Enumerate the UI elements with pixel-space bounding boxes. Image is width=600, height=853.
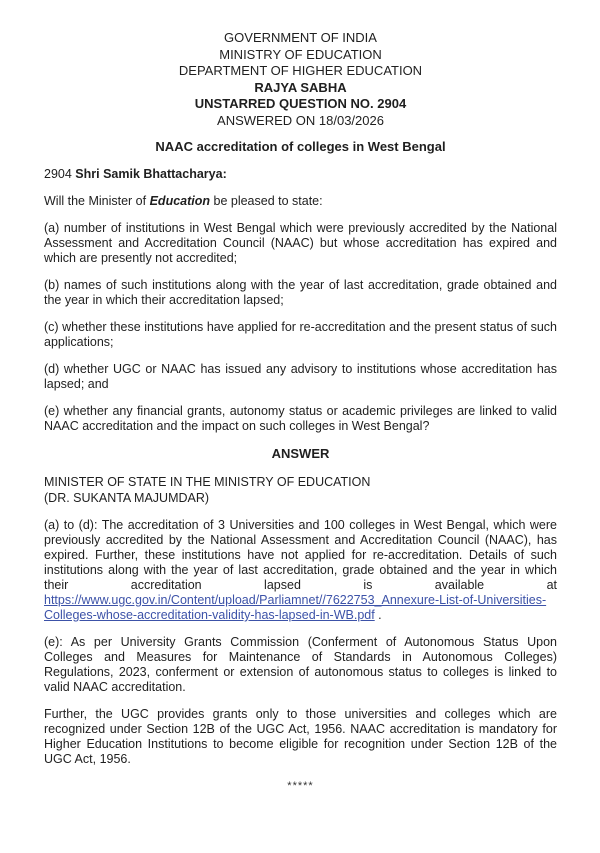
answer-para-further: Further, the UGC provides grants only to those universities and colleges which are recognized under Section 12B of the UGC Act, 1956. NAAC accreditation is mandatory for Higher Education Institutions to become eligible for recognition under Section 12B of the UGC Act, 1956. [44, 707, 557, 766]
end-of-document-marker: ***** [287, 780, 314, 792]
question-part-a: (a) number of institutions in West Bengal which were previously accredited by the National Assessment and Accreditation Council (NAAC) but whose accreditation has expired and which are presently not accredited; [44, 221, 557, 265]
question-intro-line [44, 194, 557, 209]
question-part-e: (e) whether any financial grants, autonomy status or academic privileges are linked to valid NAAC accreditation and the impact on such colleges in West Bengal? [44, 404, 557, 433]
header-line-government: GOVERNMENT OF INDIA [224, 30, 377, 45]
page-title: NAAC accreditation of colleges in West Bengal [155, 139, 446, 154]
header-line-question-number: UNSTARRED QUESTION NO. 2904 [194, 96, 407, 111]
question-intro-pre: Will the Minister of [44, 194, 150, 208]
question-number: 2904 [44, 167, 76, 181]
question-part-c: (c) whether these institutions have applied for re-accreditation and the present status of such applications; [44, 320, 557, 349]
question-part-d: (d) whether UGC or NAAC has issued any advisory to institutions whose accreditation has lapsed; and [44, 362, 557, 391]
header-line-department: DEPARTMENT OF HIGHER EDUCATION [178, 63, 423, 78]
answer-heading: ANSWER [271, 446, 330, 461]
ministry-name: Education [149, 194, 211, 208]
answer-para-a-to-d-text: (a) to (d): The accreditation of 3 Universities and 100 colleges in West Bengal, which were previously accredited by the National Assessment and Accreditation Council (NAAC), has expired. Further, these institutions have not applied for re-accreditation. Details of such institutions along with the year of last accreditation, grade obtained and the year in which their accreditation lapsed is available at [44, 518, 557, 592]
annexure-link[interactable]: https://www.ugc.gov.in/Content/upload/Parliamnet//7622753_Annexure-List-of-Universities-Colleges-whose-accreditation-validity-has-lapsed-in-WB.pdf [44, 593, 547, 622]
member-name: Shri Samik Bhattacharya: [75, 167, 227, 181]
answer-para-a-to-d-period: . [374, 608, 382, 622]
minister-title: MINISTER OF STATE IN THE MINISTRY OF EDUCATION [44, 475, 371, 489]
minister-designation [44, 474, 557, 506]
header-line-house: RAJYA SABHA [254, 79, 347, 95]
question-part-b: (b) names of such institutions along with the year of last accreditation, grade obtained and the year in which their accreditation lapsed; [44, 278, 557, 307]
minister-name: (DR. SUKANTA MAJUMDAR) [44, 491, 210, 505]
answer-para-e: (e): As per University Grants Commission (Conferment of Autonomous Status Upon Colleges and Measures for Maintenance of Standards in Autonomous Colleges) Regulations, 2023, conferment or extension of autonomous status to colleges is linked to valid NAAC accreditation. [44, 635, 557, 694]
header-line-answered-on: ANSWERED ON 18/03/2026 [217, 112, 384, 128]
answer-para-a-to-d [44, 518, 557, 623]
header-line-ministry: MINISTRY OF EDUCATION [219, 46, 382, 62]
question-intro-post: be pleased to state: [210, 194, 323, 208]
question-asker-line [44, 167, 557, 182]
document-header [44, 30, 557, 129]
